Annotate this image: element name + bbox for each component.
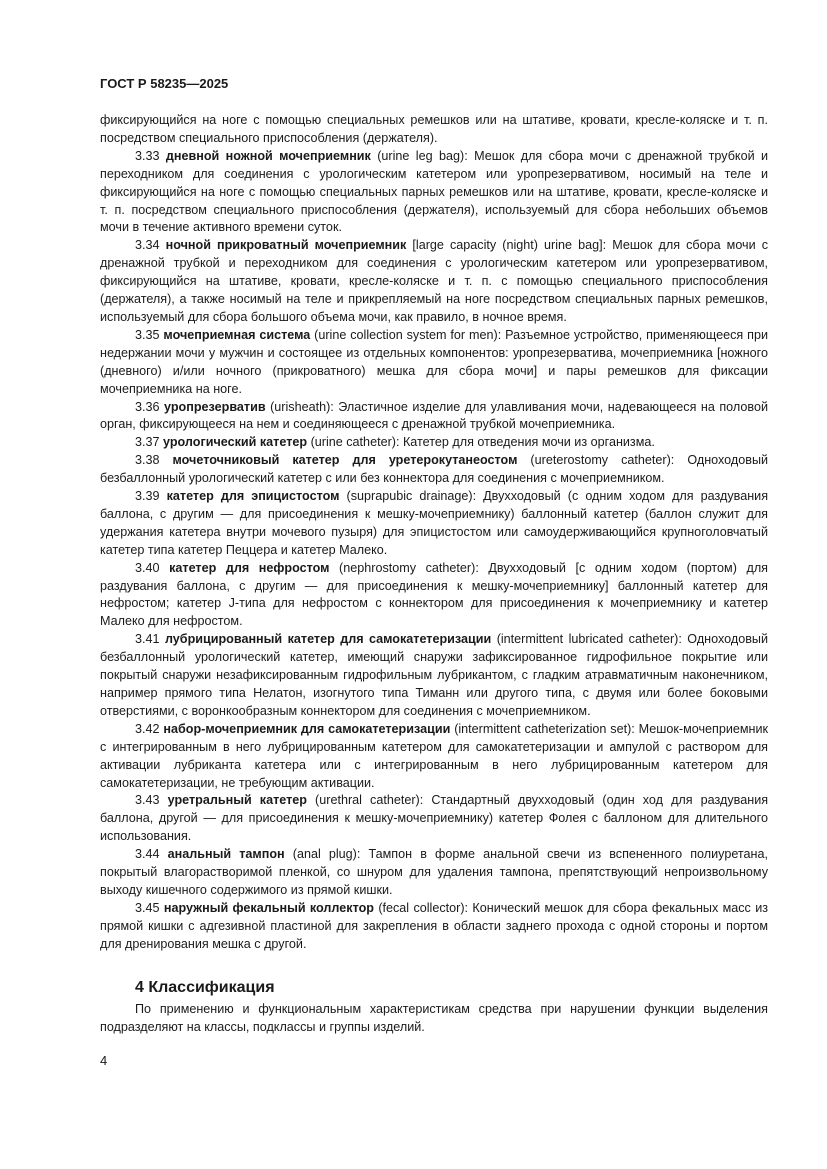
definition-item (100, 327, 768, 399)
definition-term: ночной прикроватный мочеприемник (165, 238, 407, 253)
definition-number: 3.43 (135, 793, 160, 808)
definition-term: мочеточниковый катетер для уретерокутанеостом (172, 453, 518, 468)
definition-text: Одноходовый безбаллонный урологический катетер с или без коннектора для соединения с мочеприемником. (100, 453, 769, 486)
definition-number: 3.41 (135, 632, 160, 647)
definition-english-term: (urine leg bag): (377, 148, 468, 163)
definition-text: Катетер для отведения мочи из организма. (402, 435, 655, 450)
definition-number: 3.36 (135, 399, 160, 414)
definition-english-term: (intermittent lubricated catheter): (496, 632, 682, 647)
definition-item (100, 237, 768, 327)
definition-text: Двухходовый [с одним ходом (портом) для раздувания баллона, с другим — для присоединения к мешку-мочеприемнику] баллонный катетер для нефростом; катетер J-типа для нефростом с коннектором для присоединения к мочеприемнику и катетер Малеко для нефростом. (100, 560, 768, 629)
definition-term: катетер для эпицистостом (166, 489, 340, 504)
definition-term: лубрицированный катетер для самокатетеризации (164, 632, 492, 647)
definition-term: анальный тампон (167, 847, 285, 862)
definition-item (100, 560, 768, 632)
definition-english-term: (intermittent catheterization set): (454, 721, 635, 736)
definition-item (100, 846, 768, 900)
definition-text: Конический мешок для сбора фекальных масс из прямой кишки с адгезивной пластиной для закрепления в области заднего прохода с одной стороны и портом для дренирования мешка с другой. (100, 900, 769, 951)
definition-english-term: (urine catheter): (310, 435, 400, 450)
definition-text: Мешок для сбора мочи с дренажной трубкой и переходником для соединения с урологическим катетером или уропрезервативом, носимый на теле и фиксирующийся на ноге с помощью специальных парных ремешков или на штативе, кровати, кресле-коляске и т. п. посредством специального приспособления (держателя), используемый для сбора небольших объемов мочи в течение активного времени суток. (100, 148, 769, 235)
definition-number: 3.42 (135, 721, 160, 736)
document-header: ГОСТ Р 58235—2025 (100, 76, 229, 91)
definition-item (100, 434, 768, 452)
definition-english-term: [large capacity (night) urine bag]: (412, 238, 607, 253)
definition-english-term: (suprapubic drainage): (346, 489, 477, 504)
definition-text: Двухходовый (с одним ходом для раздувания баллона, с другим — для присоединения к мешку-мочеприемнику) баллонный катетер (баллон служит для удержания катетера внутри мочевого пузыря) для эпицистостом или самоудерживающийся крупноголовчатый катетер типа катетер Пеццера и катетер Малеко. (100, 489, 769, 557)
page-number: 4 (100, 1053, 108, 1068)
definition-item (100, 792, 768, 846)
definition-term: катетер для нефростом (169, 560, 330, 575)
definition-item (100, 399, 768, 435)
definition-english-term: (fecal collector): (378, 900, 469, 915)
definition-number: 3.44 (135, 847, 160, 862)
definition-english-term: (nephrostomy catheter): (339, 560, 479, 575)
definition-term: уретральный катетер (167, 793, 307, 808)
definition-item (100, 488, 768, 560)
definition-number: 3.39 (135, 489, 160, 504)
definition-number: 3.40 (135, 560, 160, 575)
definition-english-term: (urethral catheter): (315, 793, 424, 808)
definition-english-term: (urine collection system for men): (314, 327, 502, 342)
section-paragraph: По применению и функциональным характеристикам средства при нарушении функции выделения подразделяют на классы, подклассы и группы изделий. (100, 1001, 768, 1034)
definition-text: Разъемное устройство, применяющееся при недержании мочи у мужчин и состоящее из отдельных компонентов: уропрезерватива, мочеприемника [ножного (дневного) и/или ночного (прикроватного) мешка для сбора мочи] и пары ремешков для фиксации мочеприемника на ноге. (100, 327, 768, 396)
definition-english-term: (ureterostomy catheter): (530, 453, 675, 468)
definition-text: Мешок-мочеприемник с интегрированным в него лубрицированным катетером для самокатетеризации и ампулой с раствором для активации лубриканта катетера или с интегрированным в него лубрицированным катетером для самокатетеризации, не требующим активации. (100, 721, 769, 790)
definition-text: Стандартный двухходовый (один ход для раздувания баллона, другой — для присоединения к мешку-мочеприемнику) катетер Фолея с баллоном для длительного использования. (100, 793, 769, 844)
definition-term: мочеприемная система (163, 327, 311, 342)
definition-item (100, 721, 768, 793)
section-heading: 4 Классификация (135, 978, 275, 996)
definition-number: 3.35 (135, 327, 160, 342)
definition-english-term: (anal plug): (292, 847, 361, 862)
definition-item (100, 631, 768, 721)
definition-number: 3.34 (135, 238, 160, 253)
definition-term: уропрезерватив (164, 399, 266, 414)
definition-number: 3.45 (135, 900, 160, 915)
document-body (100, 112, 768, 1036)
definition-term: наружный фекальный коллектор (163, 900, 374, 915)
definition-text: Мешок для сбора мочи с дренажной трубкой и переходником для соединения с урологическим катетером или уропрезервативом, фиксирующийся на штативе, кровати, кресле-коляске и т. п. с помощью специального приспособления (держателя), а также носимый на теле и прикрепляемый на ноге посредством специальных парных ремешков, используемый для сбора большого объема мочи, как правило, в ночное время. (100, 238, 769, 324)
definition-item (100, 900, 768, 954)
definition-number: 3.37 (135, 435, 160, 450)
definition-term: набор-мочеприемник для самокатетеризации (163, 721, 451, 736)
definition-text: Одноходовый безбаллонный урологический катетер, имеющий снаружи зафиксированное гидрофильное покрытие или покрытый снаружи незафиксированным гидрофильным лубрикантом, с гладким атравматичным наконечником, например прямого типа Нелатон, изогнутого типа Тиманн или другого типа, с двумя или более боковыми отверстиями, с воронкообразным коннектором для соединения с мочеприемником. (100, 632, 768, 718)
definition-text: Тампон в форме анальной свечи из вспененного полиуретана, покрытый влагорастворимой пленкой, со шнуром для удаления тампона, препятствующий непроизвольному выходу кишечного содержимого из прямой кишки. (100, 847, 768, 897)
definition-item (100, 148, 768, 238)
definitions-list (100, 148, 768, 954)
continued-paragraph: фиксирующийся на ноге с помощью специальных ремешков или на штативе, кровати, кресле-коляске и т. п. посредством специального приспособления (держателя). (100, 113, 768, 145)
definition-text: Эластичное изделие для улавливания мочи, надевающееся на половой орган, фиксирующееся на нем и соединяющееся с дренажной трубкой мочеприемника. (100, 399, 768, 432)
definition-item (100, 452, 768, 488)
definition-term: дневной ножной мочеприемник (165, 148, 371, 163)
definition-number: 3.38 (135, 453, 160, 468)
definition-number: 3.33 (135, 148, 160, 163)
definition-english-term: (urisheath): (270, 399, 334, 414)
definition-term: урологический катетер (163, 435, 308, 450)
